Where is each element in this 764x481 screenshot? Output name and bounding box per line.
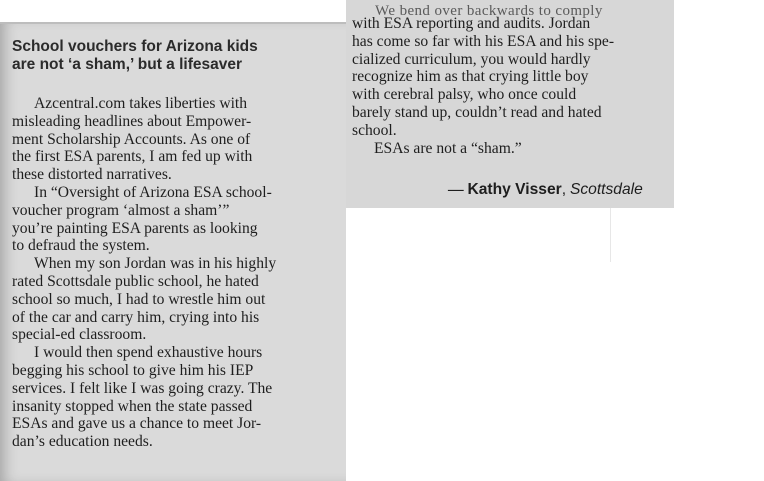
text-line: When my son Jordan was in his highly [34,255,277,273]
text-line: the first ESA parents, I am fed up with [12,148,253,166]
text-line: misleading headlines about Empower- [12,112,252,130]
headline-line-1: School vouchers for Arizona kids [12,38,258,55]
cut-off-text-line: We bend over backwards to comply [375,3,603,19]
letter-left-column [12,95,338,451]
text-line: Azcentral.com takes liberties with [34,95,248,112]
text-line: with ESA reporting and audits. Jordan [352,15,591,32]
author-signature [448,181,643,199]
text-line: these distorted narratives. [12,166,172,184]
paragraph-4 [12,344,338,451]
paragraph-5 [352,15,670,140]
text-line: dan’s education needs. [12,433,153,451]
text-line: has come so far with his ESA and his spe- [352,32,615,50]
letter-headline [12,38,342,74]
clipping-top-edge [0,22,346,24]
text-line: to defraud the system. [12,237,150,255]
text-line: barely stand up, couldn’t read and hated [352,103,602,121]
text-line: school so much, I had to wrestle him out [12,290,266,308]
text-line: I would then spend exhaustive hours [34,344,263,362]
text-line: school. [352,121,397,139]
text-line: services. I felt like I was going crazy. The [12,379,273,397]
closing-paragraph [352,140,670,158]
author-city: Scottsdale [569,181,643,198]
text-line: rated Scottsdale public school, he hated [12,272,259,290]
scan-artifact-line [610,208,611,262]
author-name: Kathy Visser [467,181,562,198]
headline-line-2: are not ‘a sham,’ but a lifesaver [12,56,243,73]
signature-separator: , [561,181,567,198]
paragraph-3 [12,255,338,344]
paragraph-2 [12,184,338,255]
text-line: In “Oversight of Arizona ESA school- [34,183,272,201]
text-line: of the car and carry him, crying into his [12,308,260,326]
text-line: cialized curriculum, you would hardly [352,50,591,68]
text-line: with cerebral palsy, who once could [352,86,577,104]
text-line: begging his school to give him his IEP [12,361,254,379]
text-line: voucher program ‘almost a sham’” [12,201,230,219]
text-line: ment Scholarship Accounts. As one of [12,130,251,148]
text-line: you’re painting ESA parents as looking [12,219,258,237]
paragraph-1 [12,95,338,184]
closing-line: ESAs are not a “sham.” [374,139,522,157]
letter-right-column [352,15,670,157]
text-line: ESAs and gave us a chance to meet Jor- [12,415,262,433]
text-line: insanity stopped when the state passed [12,397,253,415]
text-line: recognize him as that crying little boy [352,68,589,86]
text-line: special-ed classroom. [12,326,147,344]
signature-dash: — [448,181,464,198]
